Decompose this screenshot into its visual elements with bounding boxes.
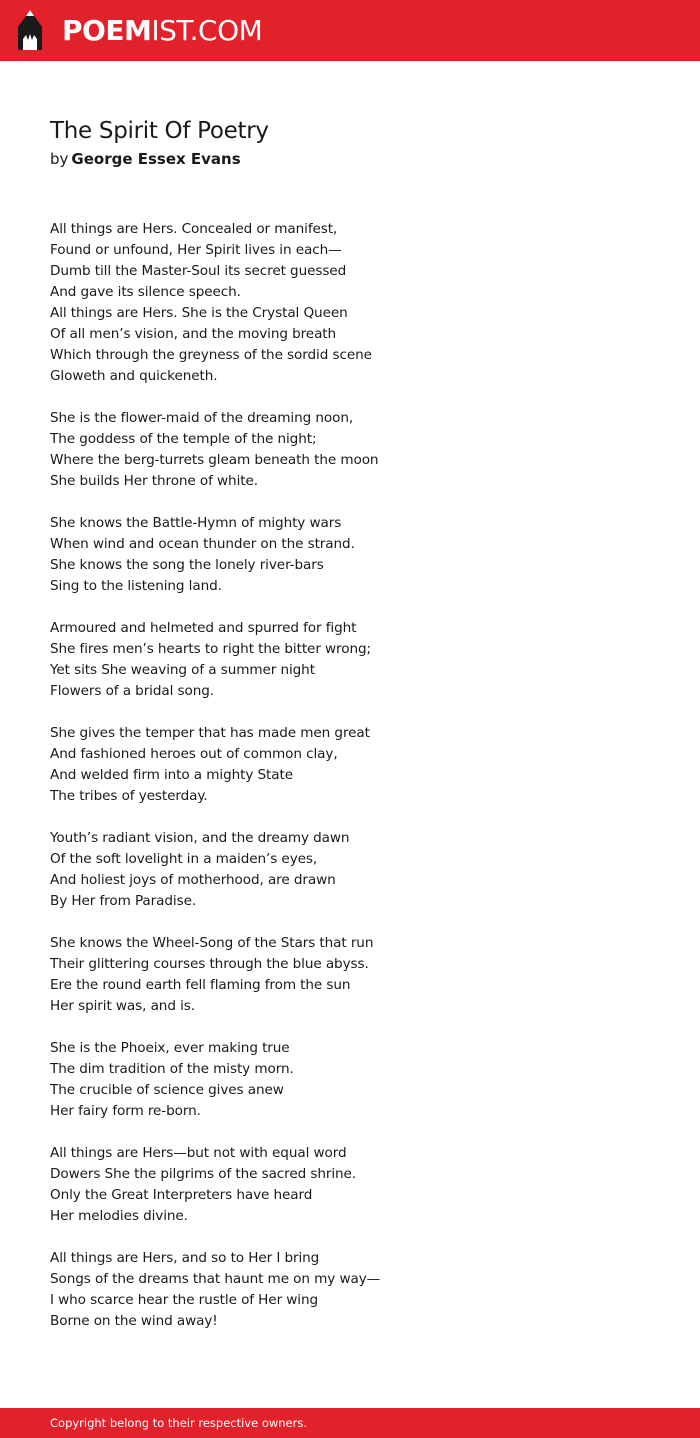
poem-byline	[50, 149, 241, 169]
poem-line: She fires men’s hearts to right the bitter wrong;	[50, 641, 371, 657]
poem-line: Her melodies divine.	[50, 1208, 188, 1224]
poem-line: Dowers She the pilgrims of the sacred shrine.	[50, 1166, 357, 1182]
poem-line: She knows the Battle-Hymn of mighty wars	[50, 515, 342, 531]
poem-line: Sing to the listening land.	[50, 578, 222, 594]
poem-stanza	[50, 1248, 650, 1332]
poem-line: Where the berg-turrets gleam beneath the moon	[50, 452, 379, 468]
poem-line: And gave its silence speech.	[50, 284, 241, 300]
poem-stanza	[50, 408, 650, 492]
poem-line: The tribes of yesterday.	[50, 788, 208, 804]
poem-line: The dim tradition of the misty morn.	[50, 1061, 294, 1077]
poem-line: Ere the round earth fell flaming from the sun	[50, 977, 351, 993]
poem-line: By Her from Paradise.	[50, 893, 197, 909]
poem-body	[50, 219, 650, 1353]
poem-stanza	[50, 828, 650, 912]
poem-stanza	[50, 219, 650, 387]
poem-line: Only the Great Interpreters have heard	[50, 1187, 313, 1203]
logo-light-text: IST.COM	[151, 14, 263, 47]
poem-line: She builds Her throne of white.	[50, 473, 258, 489]
poem-line: The crucible of science gives anew	[50, 1082, 284, 1098]
poem-line: Yet sits She weaving of a summer night	[50, 662, 315, 678]
poem-line: Her fairy form re-born.	[50, 1103, 201, 1119]
poem-line: Gloweth and quickeneth.	[50, 368, 218, 384]
poem-line: I who scarce hear the rustle of Her wing	[50, 1292, 319, 1308]
poem-line: Youth’s radiant vision, and the dreamy dawn	[50, 830, 350, 846]
poem-line: All things are Hers. She is the Crystal Queen	[50, 305, 348, 321]
poem-line: Dumb till the Master-Soul its secret guessed	[50, 263, 347, 279]
poem-line: Flowers of a bridal song.	[50, 683, 214, 699]
poem-line: All things are Hers—but not with equal word	[50, 1145, 347, 1161]
poem-line: And fashioned heroes out of common clay,	[50, 746, 338, 762]
poem-line: She gives the temper that has made men great	[50, 725, 370, 741]
poem-stanza	[50, 1143, 650, 1227]
poem-author: George Essex Evans	[71, 150, 241, 168]
poem-line: Of the soft lovelight in a maiden’s eyes,	[50, 851, 318, 867]
poem-line: She is the flower-maid of the dreaming noon,	[50, 410, 354, 426]
site-header	[0, 0, 700, 61]
poem-line: All things are Hers. Concealed or manifest,	[50, 221, 338, 237]
poem-line: Borne on the wind away!	[50, 1313, 218, 1329]
poem-line: Their glittering courses through the blue abyss.	[50, 956, 369, 972]
poem-stanza	[50, 513, 650, 597]
poem-line: Which through the greyness of the sordid scene	[50, 347, 372, 363]
poem-title: The Spirit Of Poetry	[50, 118, 269, 144]
copyright-text: Copyright belong to their respective owners.	[50, 1416, 308, 1430]
poem-line: She is the Phoeix, ever making true	[50, 1040, 290, 1056]
poem-line: The goddess of the temple of the night;	[50, 431, 317, 447]
poem-stanza	[50, 723, 650, 807]
poem-stanza	[50, 1038, 650, 1122]
poem-line: She knows the song the lonely river-bars	[50, 557, 324, 573]
poem-line: Her spirit was, and is.	[50, 998, 195, 1014]
poem-line: Found or unfound, Her Spirit lives in each—	[50, 242, 342, 258]
poem-line: And holiest joys of motherhood, are drawn	[50, 872, 336, 888]
pencil-icon[interactable]	[17, 9, 43, 51]
poem-line: Armoured and helmeted and spurred for fight	[50, 620, 357, 636]
site-logo[interactable]	[62, 13, 262, 49]
poem-line: Songs of the dreams that haunt me on my way—	[50, 1271, 381, 1287]
by-label: by	[50, 150, 69, 168]
poem-line: All things are Hers, and so to Her I bring	[50, 1250, 320, 1266]
poem-stanza	[50, 618, 650, 702]
poem-line: When wind and ocean thunder on the strand.	[50, 536, 355, 552]
logo-bold-text: POEM	[62, 14, 152, 47]
poem-line: Of all men’s vision, and the moving breath	[50, 326, 337, 342]
site-footer	[0, 1408, 700, 1438]
poem-stanza	[50, 933, 650, 1017]
poem-line: And welded firm into a mighty State	[50, 767, 293, 783]
poem-line: She knows the Wheel-Song of the Stars that run	[50, 935, 374, 951]
